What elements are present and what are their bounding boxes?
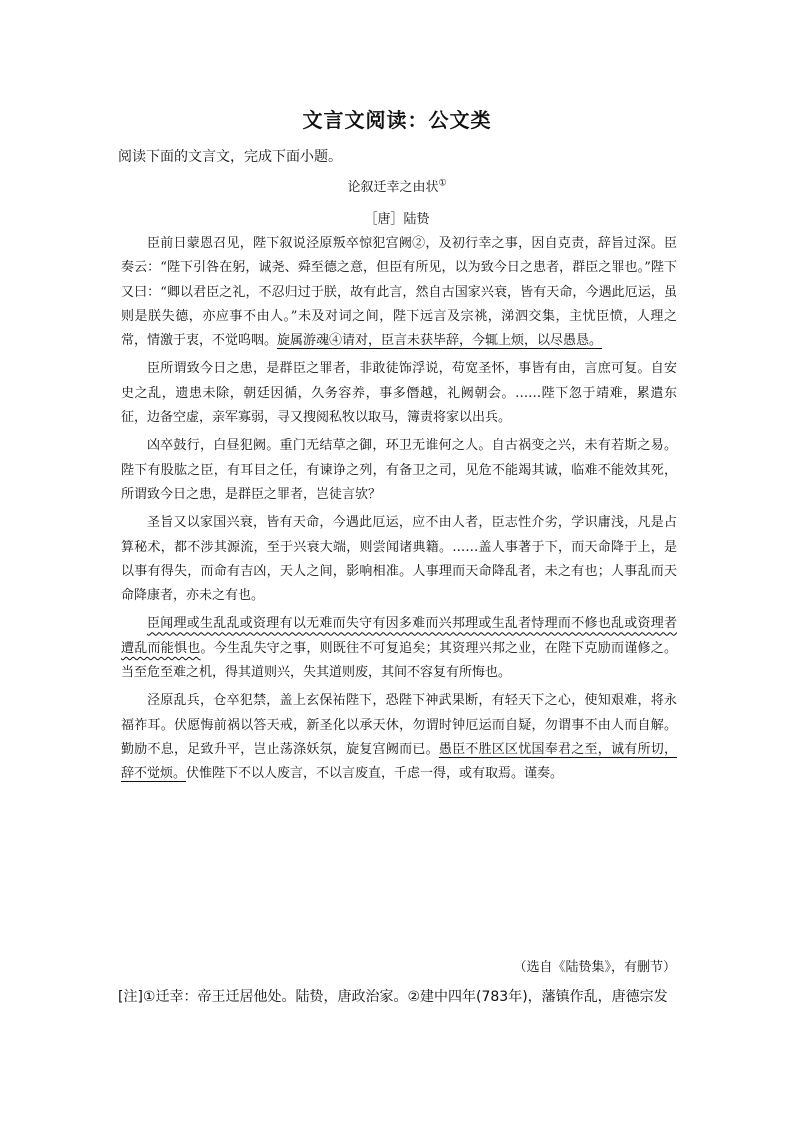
paragraph-6-text: 泾原乱兵，仓卒犯禁，盖上玄保祐陛下，恐陛下神武果断，有轻天下之心，使知艰难，将永福祚耳。伏愿悔前祸以答天戒，新圣化以承天休，勿谓时钟厄运而自疑，勿谓事不由人而自解。勤励不息，足致升平，岂止荡涤妖氛，旋复宫阙而已。 bbox=[121, 693, 677, 757]
instruction-text: 阅读下面的文言文，完成下面小题。 bbox=[118, 149, 342, 165]
paragraph-2: 臣所谓致今日之患，是群臣之罪者，非敢徒饰浮说，苟宽圣怀，事皆有由，言庶可复。自安史之乱，遗患未除，朝廷因循，久务容养，事多僭越，礼阙朝会。……陛下忽于靖难，累遣东征，边备空虚，亲军寡弱，寻又搜阅私牧以取马，簿责将家以出兵。 bbox=[121, 361, 677, 426]
underlined-sentence-2: 愚臣不胜区区忧国奉君之至，诚有所切，辞不觉烦。 bbox=[121, 741, 677, 782]
paragraph-4: 圣旨又以家国兴衰，皆有天命，今遇此厄运，应不由人者，臣志性介劣，学识庸浅，凡是占算秘术，都不涉其源流，至于兴衰大端，则尝闻诸典籍。……盖人事著于下，而天命降于上，是以事有得失，而命有吉凶，天人之间，影响相准。人事理而天命降乱者，未之有也；人事乱而天命降康者，亦未之有也。 bbox=[121, 515, 677, 604]
paragraph-6-end: 伏惟陛下不以人废言，不以言废直，千虑一得，或有取焉。谨奏。 bbox=[186, 766, 564, 782]
essay-title-text: 论叙迁幸之由状 bbox=[347, 180, 439, 195]
paragraph-1 bbox=[121, 232, 677, 353]
footnote: [注]①迁幸：帝王迁居他处。陆贽，唐政治家。②建中四年(783年)，藩镇作乱，唐德宗发 bbox=[118, 989, 668, 1005]
wavy-underlined-passage: 臣闻理或生乱乱或资理有以无难而失守有因多难而兴邦理或生乱者恃理而不修也乱或资理者遭乱而能惧也 bbox=[121, 616, 677, 656]
paragraph-5 bbox=[121, 612, 677, 685]
essay-title-note: ① bbox=[438, 178, 447, 189]
paragraph-5-text: 。今生乱失守之事，则既往不可复追矣；其资理兴邦之业，在陛下克励而谨修之。当至危至难之机，得其道则兴，失其道则废，其间不容复有所悔也。 bbox=[121, 640, 677, 681]
page-title: 文言文阅读：公文类 bbox=[302, 108, 492, 132]
paragraph-3: 凶卒鼓行，白昼犯阙。重门无结草之御，环卫无谁何之人。自古祸变之兴，未有若斯之易。陛下有股肱之臣，有耳目之任，有谏诤之列，有备卫之司，见危不能竭其诚，临难不能效其死，所谓致今日之患，是群臣之罪者，岂徒言欤？ bbox=[121, 438, 677, 502]
paragraph-1-text: 臣前日蒙恩召见，陛下叙说泾原叛卒惊犯宫阙②，及初行幸之事，因自克责，辞旨过深。臣奏云：“陛下引咎在躬，诚尧、舜至德之意，但臣有所见，以为致今日之患者，群臣之罪也。”陛下又曰：“卿以君臣之礼，不忍归过于朕，故有此言，然自古国家兴衰，皆有天命，今遇此厄运，虽则是朕失德，亦应事不由人。”未及对词之间，陛下远言及宗祧，涕泗交集，主忧臣愤，人理之常，情激于衷，不觉呜咽。 bbox=[121, 236, 677, 349]
essay-body bbox=[121, 232, 677, 789]
underlined-sentence-1: 旋属游魂④请对，臣言未获毕辞，今辄上烦，以尽愚恳。 bbox=[277, 333, 603, 349]
paragraph-6 bbox=[121, 689, 677, 786]
source-citation: （选自《陆贽集》，有删节） bbox=[513, 960, 676, 975]
essay-title bbox=[0, 176, 794, 195]
essay-author: ［唐］陆贽 bbox=[364, 212, 430, 227]
